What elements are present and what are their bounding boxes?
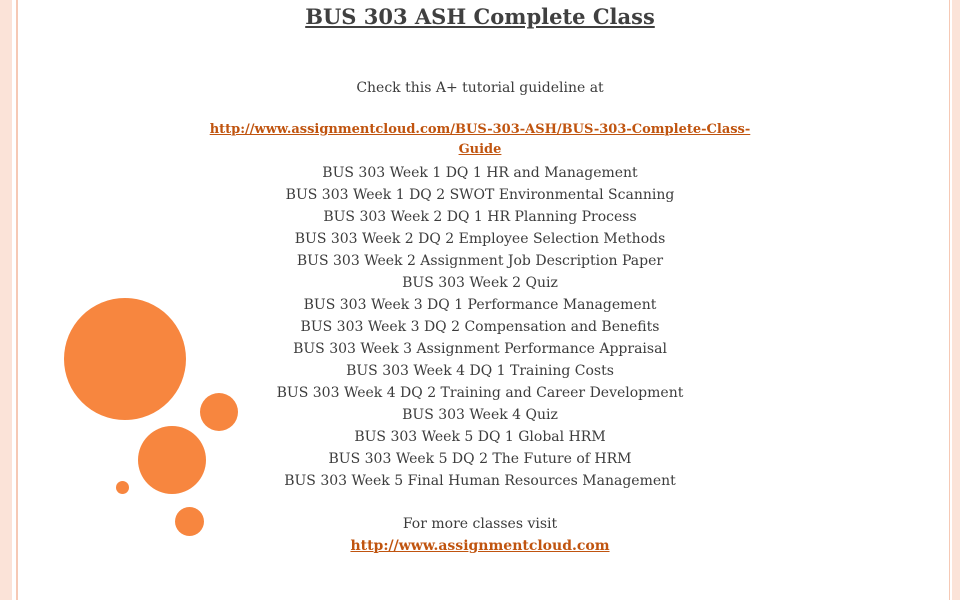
decorative-circle-medium — [138, 426, 206, 494]
course-item: BUS 303 Week 2 DQ 1 HR Planning Process — [323, 209, 637, 225]
course-item: BUS 303 Week 4 DQ 2 Training and Career Development — [276, 385, 684, 401]
right-edge-line — [949, 0, 950, 600]
decorative-circle-tiny — [116, 481, 129, 494]
course-item: BUS 303 Week 4 Quiz — [402, 407, 558, 423]
intro-text: Check this A+ tutorial guideline at — [356, 80, 604, 96]
course-item: BUS 303 Week 5 DQ 2 The Future of HRM — [328, 451, 632, 467]
right-edge-band — [952, 0, 960, 600]
decorative-circle-large — [64, 298, 186, 420]
course-item: BUS 303 Week 2 Assignment Job Description Paper — [296, 253, 664, 269]
course-item: BUS 303 Week 5 Final Human Resources Management — [284, 473, 676, 489]
course-item: BUS 303 Week 1 DQ 1 HR and Management — [322, 165, 638, 181]
course-item-list — [200, 162, 760, 492]
course-item: BUS 303 Week 3 DQ 1 Performance Management — [303, 297, 657, 313]
course-item: BUS 303 Week 3 DQ 2 Compensation and Benefits — [300, 319, 660, 335]
course-item: BUS 303 Week 2 Quiz — [402, 275, 558, 291]
more-classes-link[interactable]: http://www.assignmentcloud.com — [350, 538, 610, 554]
course-item: BUS 303 Week 1 DQ 2 SWOT Environmental Scanning — [285, 187, 675, 203]
slide-content — [200, 0, 760, 556]
course-item: BUS 303 Week 4 DQ 1 Training Costs — [346, 363, 614, 379]
slide-title: BUS 303 ASH Complete Class — [305, 4, 655, 29]
left-edge-band — [0, 0, 12, 600]
course-item: BUS 303 Week 2 DQ 2 Employee Selection Methods — [294, 231, 666, 247]
course-item: BUS 303 Week 3 Assignment Performance Appraisal — [293, 341, 667, 357]
left-edge-line — [16, 0, 18, 600]
tutorial-link[interactable]: http://www.assignmentcloud.com/BUS-303-ASH/BUS-303-Complete-Class-Guide — [209, 122, 751, 157]
more-classes-text: For more classes visit — [402, 516, 558, 532]
course-item: BUS 303 Week 5 DQ 1 Global HRM — [354, 429, 606, 445]
